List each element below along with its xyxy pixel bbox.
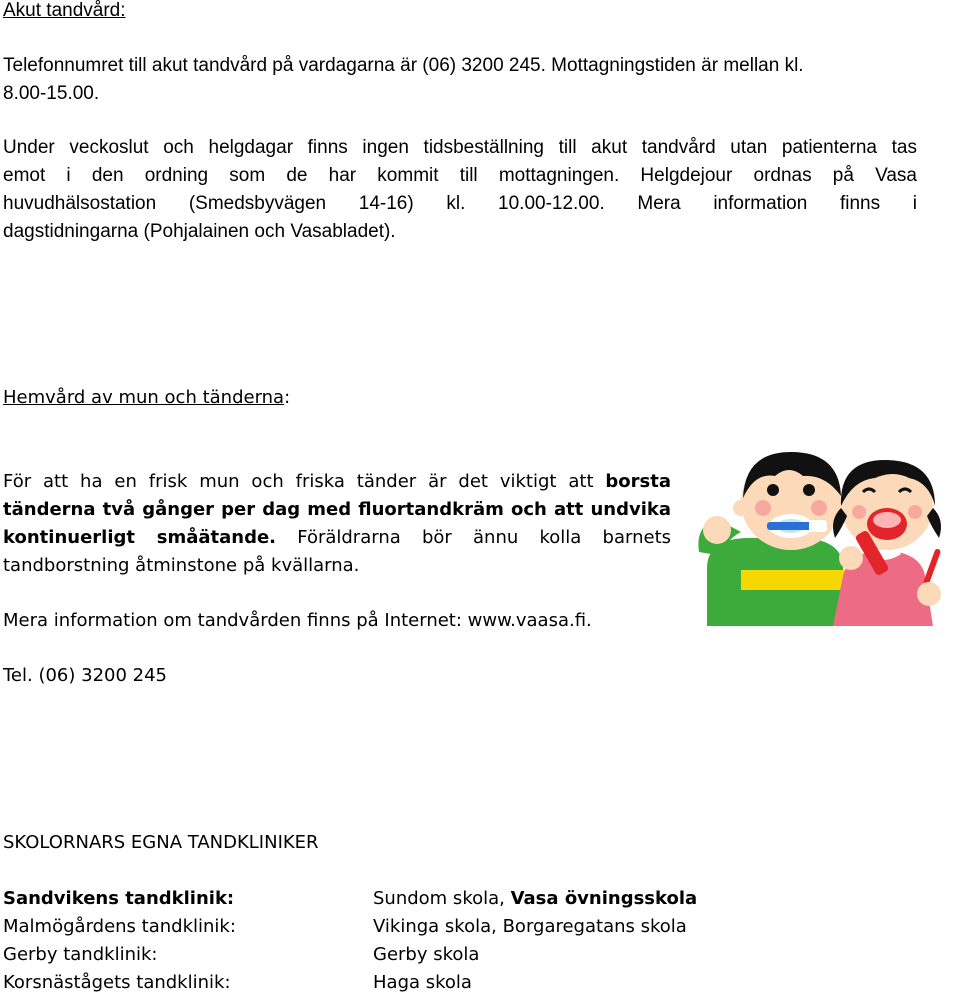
hemvard-para-line4: tandborstning åtminstone på kvällarna.	[3, 555, 360, 576]
clinic-name: Sandvikens tandklinik:	[3, 888, 235, 909]
kliniker-heading: SKOLORNARS EGNA TANDKLINIKER	[3, 832, 319, 853]
akut-heading: Akut tandvård:	[3, 0, 126, 21]
hemvard-heading-colon: :	[284, 387, 291, 408]
hemvard-para-line3	[3, 524, 671, 552]
clinic-schools: Haga skola	[373, 972, 472, 993]
hemvard-para-line1	[3, 468, 671, 496]
hemvard-more-info: Mera information om tandvården finns på Internet: www.vaasa.fi.	[3, 610, 592, 631]
clinic-schools-bold: Vasa övningsskola	[510, 888, 698, 909]
hemvard-tel: Tel. (06) 3200 245	[3, 665, 168, 686]
hemvard-para-line2: tänderna två gånger per dag med fluortandkräm och att undvika	[3, 499, 671, 520]
clinic-schools	[373, 885, 697, 913]
hemvard-para-line3-bold: kontinuerligt småätande.	[3, 527, 277, 548]
children-brushing-teeth-illustration	[693, 448, 953, 626]
hemvard-para-line1-regular: För att ha en frisk mun och friska tänder är det viktigt att	[3, 471, 606, 492]
akut-para2-line1: Under veckoslut och helgdagar finns ingen tidsbeställning till akut tandvård utan patienterna tas	[3, 137, 917, 158]
hemvard-para-line3-regular: Föräldrarna bör ännu kolla barnets	[276, 527, 671, 548]
clinic-schools-regular: Sundom skola,	[373, 888, 511, 909]
hemvard-heading	[3, 384, 290, 412]
clinic-name: Malmögårdens tandklinik:	[3, 916, 236, 937]
akut-para2-line4: dagstidningarna (Pohjalainen och Vasabladet).	[3, 221, 396, 242]
clinic-name: Korsnästågets tandklinik:	[3, 972, 231, 993]
clinic-name: Gerby tandklinik:	[3, 944, 158, 965]
girl-figure	[833, 460, 941, 626]
akut-para1-line2: 8.00-15.00.	[3, 83, 100, 104]
akut-para2-line2: emot i den ordning som de har kommit till mottagningen. Helgdejour ordnas på Vasa	[3, 165, 917, 186]
clinic-schools: Gerby skola	[373, 944, 480, 965]
clinic-schools: Vikinga skola, Borgaregatans skola	[373, 916, 687, 937]
akut-para1-line1: Telefonnumret till akut tandvård på vardagarna är (06) 3200 245. Mottagningstiden är mellan kl.	[3, 55, 804, 76]
hemvard-para-line1-bold: borsta	[605, 471, 671, 492]
hemvard-heading-text: Hemvård av mun och tänderna	[3, 387, 285, 408]
boy-figure	[698, 452, 847, 626]
akut-para2-line3: huvudhälsostation (Smedsbyvägen 14-16) kl. 10.00-12.00. Mera information finns i	[3, 193, 917, 214]
